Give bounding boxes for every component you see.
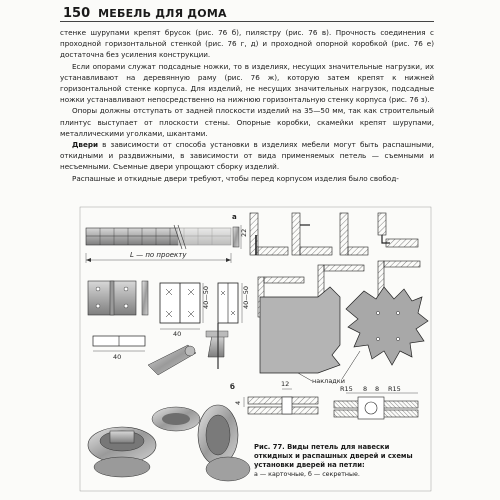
section-a4 bbox=[378, 213, 418, 247]
body-text bbox=[60, 27, 434, 184]
card-hinge-small-side bbox=[142, 281, 148, 315]
rod-hinge-drawing bbox=[93, 336, 145, 351]
term-doors: Двери bbox=[72, 140, 99, 150]
page-number: 150 bbox=[63, 6, 91, 21]
dim-40-a: 40 bbox=[173, 330, 182, 338]
card-hinge-small bbox=[88, 281, 136, 315]
dim-40-50-b: 40—50 bbox=[242, 285, 250, 309]
header-rule bbox=[60, 21, 434, 22]
section-b2 bbox=[334, 393, 418, 419]
dim-40-50-a: 40—50 bbox=[202, 285, 210, 309]
pin-hinge bbox=[206, 323, 228, 369]
paragraph-4 bbox=[60, 139, 434, 173]
dim-40-b: 40 bbox=[113, 353, 122, 361]
dim-4: 4 bbox=[234, 400, 242, 405]
secret-hinge-1 bbox=[88, 407, 200, 477]
label-a: а bbox=[232, 213, 237, 221]
caption-legend: а — карточные, б — секретные. bbox=[254, 471, 360, 478]
card-hinge-narrow bbox=[218, 283, 242, 323]
dim-L-label: L — по проекту bbox=[130, 251, 187, 259]
dim-r15-b: R15 bbox=[388, 385, 401, 393]
dim-r15-a: R15 bbox=[340, 385, 353, 393]
section-a3 bbox=[340, 213, 368, 255]
section-b1 bbox=[244, 389, 318, 414]
paragraph-4-text: в зависимости от способа установки в изделиях мебели могут быть распашными, откидными и раздвижными, в зависимости от вида применяемых петель — съемными и несъемными. Съемные двери упрощают сборку изделий. bbox=[60, 140, 434, 172]
dim-12: 12 bbox=[281, 380, 290, 388]
caption-title: Рис. 77. Виды петель для навески откидных и распашных дверей и схемы установки дверей на петли: bbox=[254, 443, 413, 469]
label-nakladki: накладки bbox=[312, 377, 345, 385]
overlay-plate-left bbox=[260, 287, 340, 373]
dim-22: 22 bbox=[240, 228, 248, 237]
paragraph-2: Если опорами служат подсадные ножки, то в изделиях, несущих значительные нагрузки, их устанавливают на деревянную раму (рис. 76 ж), которую затем крепят к нижней горизонтальной стенке корпуса. Для изделий, не несущих значительных нагрузок, подсадные ножки устанавливают непосредственно на нижнюю горизонтальную стенку корпуса (рис. 76 з). bbox=[60, 61, 434, 105]
secret-hinge-2 bbox=[198, 405, 250, 481]
piano-hinge-side-view bbox=[233, 225, 248, 249]
page-header bbox=[63, 6, 227, 22]
paragraph-5: Распашные и откидные двери требуют, чтобы перед корпусом изделия было свобод- bbox=[72, 173, 399, 183]
section-a2 bbox=[292, 213, 332, 255]
dim-8-a: 8 bbox=[363, 385, 368, 393]
rod-hinge-photo bbox=[148, 345, 196, 375]
paragraph-3: Опоры должны отступать от задней плоскости изделий на 35—50 мм, так как строительный плинтус выступает от плоскости стены. Опорные коробки, скамейки крепят шурупами, металлическими уголками, шкантами. bbox=[60, 106, 434, 138]
piano-hinge bbox=[86, 225, 233, 249]
running-title: МЕБЕЛЬ ДЛЯ ДОМА bbox=[98, 7, 227, 20]
card-hinge-square bbox=[160, 283, 203, 329]
section-a1 bbox=[250, 213, 288, 255]
figure-caption bbox=[254, 443, 428, 479]
dim-8-b: 8 bbox=[375, 385, 380, 393]
label-b: б bbox=[230, 383, 235, 391]
paragraph-1: стенке шурупами крепят брусок (рис. 76 б), пилястру (рис. 76 в). Прочность соединения с проходной горизонтальной стенкой (рис. 76 г, д) и проходной опорной коробкой (рис. 76 е) достаточна без усиления конструкции. bbox=[60, 28, 434, 60]
